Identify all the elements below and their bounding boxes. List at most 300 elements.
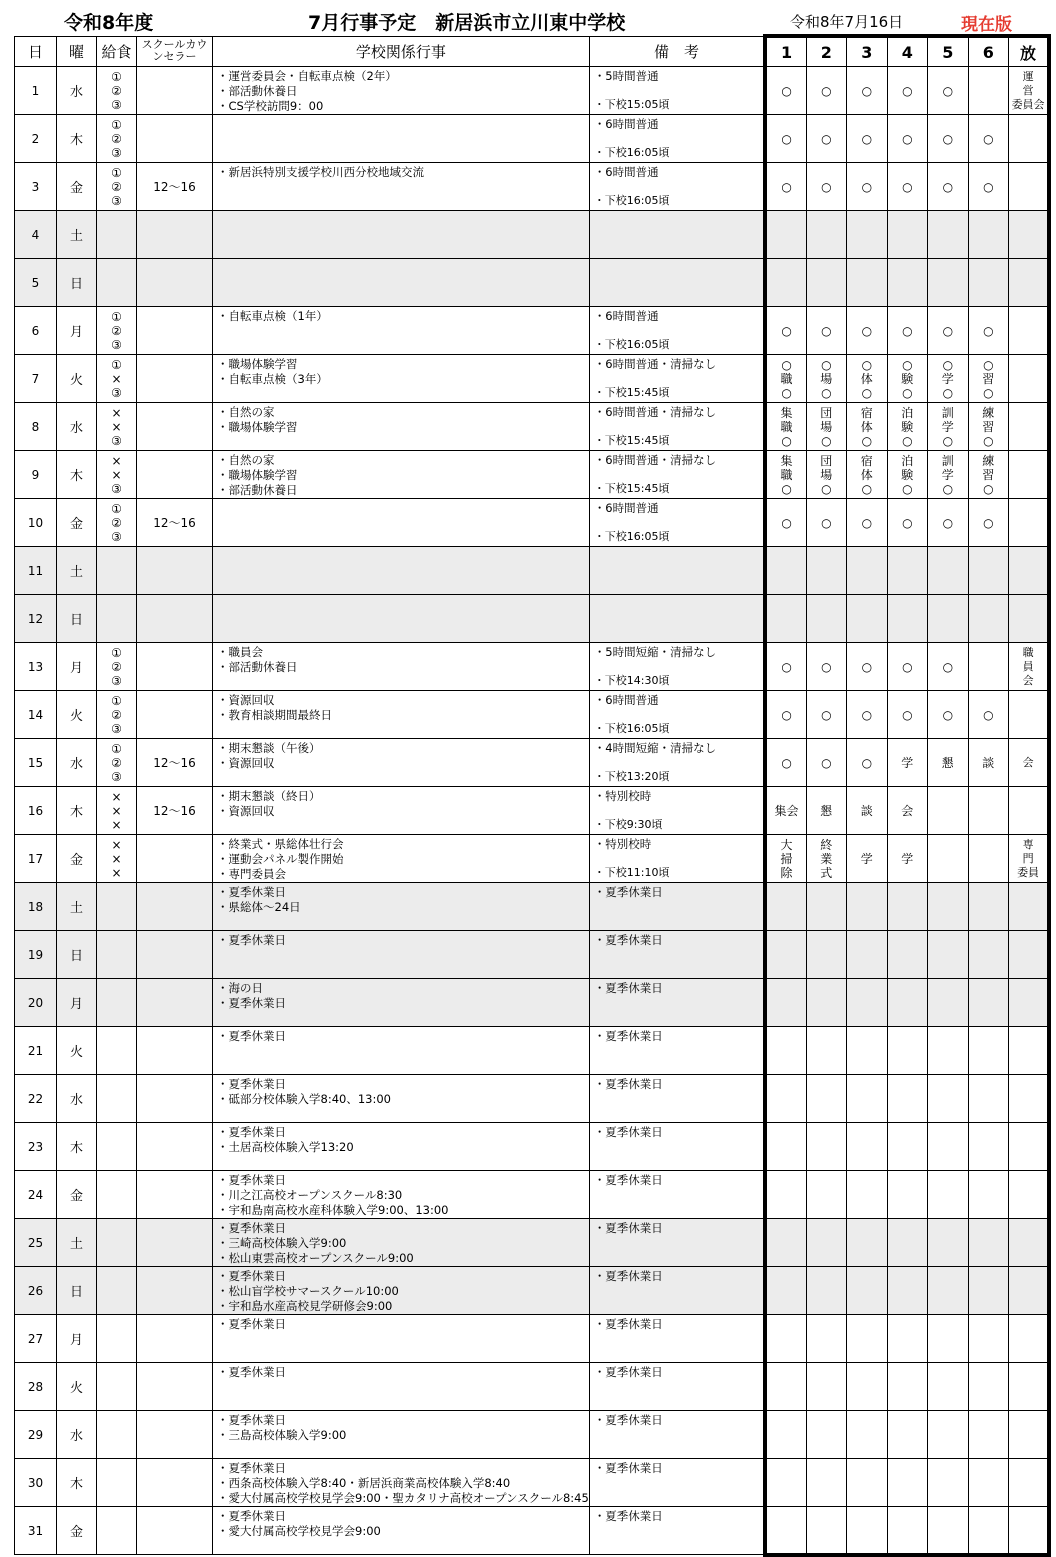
period-3-cell (846, 547, 887, 595)
period-2-cell (806, 1123, 846, 1171)
notes-box (594, 1077, 764, 1120)
notes-box (594, 981, 764, 1024)
meal-cell (97, 595, 137, 643)
table-row (15, 931, 1050, 979)
school-year: 令和8年度 (64, 12, 154, 34)
counselor-cell (137, 211, 213, 259)
weekday-cell: 木 (57, 115, 97, 163)
counselor-cell (137, 1123, 213, 1171)
period-5-cell (927, 931, 968, 979)
weekday-cell: 日 (57, 1267, 97, 1315)
table-row (15, 1123, 1050, 1171)
meal-cell (97, 1123, 137, 1171)
day-cell: 18 (15, 883, 57, 931)
events-cell: ・資源回収 ・教育相談期間最終日 (213, 691, 590, 739)
period-3-cell (846, 595, 887, 643)
period-4-cell: ○ (887, 67, 927, 115)
period-1-cell (765, 595, 806, 643)
period-1-cell (765, 1267, 806, 1315)
period-5-cell (927, 595, 968, 643)
weekday-cell: 月 (57, 979, 97, 1027)
counselor-cell (137, 403, 213, 451)
meal-cell: ① ② ③ (97, 67, 137, 115)
events-cell: ・夏季休業日 (213, 1027, 590, 1075)
counselor-cell (137, 1075, 213, 1123)
table-row (15, 451, 1050, 499)
period-1-cell (765, 1315, 806, 1363)
period-1-cell (765, 979, 806, 1027)
after-school-cell (1008, 499, 1049, 547)
after-school-cell (1008, 547, 1049, 595)
period-2-cell (806, 1267, 846, 1315)
table-row (15, 307, 1050, 355)
meal-cell (97, 1411, 137, 1459)
period-2-cell (806, 1027, 846, 1075)
notes-text: ・夏季休業日 (593, 933, 663, 947)
period-2-cell (806, 595, 846, 643)
period-2-cell (806, 1171, 846, 1219)
notes-box (594, 309, 764, 352)
day-cell: 13 (15, 643, 57, 691)
period-6-cell: ○ (968, 115, 1008, 163)
weekday-cell: 月 (57, 643, 97, 691)
meal-cell (97, 1171, 137, 1219)
after-school-cell (1008, 883, 1049, 931)
counselor-cell (137, 883, 213, 931)
period-1-cell: ○ (765, 163, 806, 211)
period-2-cell: ○ (806, 499, 846, 547)
after-school-cell (1008, 259, 1049, 307)
notes-cell (589, 355, 765, 403)
period-2-cell (806, 931, 846, 979)
events-cell: ・夏季休業日 ・松山盲学校サマースクール10:00 ・宇和島水産高校見学研修会9:00 (213, 1267, 590, 1315)
notes-cell (589, 739, 765, 787)
notes-box (594, 405, 764, 448)
notes-text: ・5時間短縮・清掃なし (593, 645, 717, 659)
period-5-cell (927, 211, 968, 259)
events-cell: ・夏季休業日 ・三崎高校体験入学9:00 ・松山東雲高校オープンスクール9:00 (213, 1219, 590, 1267)
events-cell: ・自然の家 ・職場体験学習 ・部活動休養日 (213, 451, 590, 499)
table-row (15, 1075, 1050, 1123)
after-school-cell: 専 門 委員 (1008, 835, 1049, 883)
period-4-cell: 学 (887, 739, 927, 787)
period-5-cell (927, 1123, 968, 1171)
weekday-cell: 水 (57, 403, 97, 451)
period-4-cell (887, 1171, 927, 1219)
period-6-cell (968, 1027, 1008, 1075)
period-6-cell: ○ (968, 499, 1008, 547)
notes-text: ・4時間短縮・清掃なし (593, 741, 717, 755)
table-row (15, 643, 1050, 691)
notes-cell (589, 403, 765, 451)
period-3-cell: ○ (846, 691, 887, 739)
notes-cell (589, 1411, 765, 1459)
period-5-cell (927, 259, 968, 307)
counselor-cell (137, 307, 213, 355)
notes-box (594, 117, 764, 160)
events-cell: ・終業式・県総体壮行会 ・運動会パネル製作開始 ・専門委員会 (213, 835, 590, 883)
period-6-cell (968, 1075, 1008, 1123)
period-1-cell (765, 883, 806, 931)
day-cell: 17 (15, 835, 57, 883)
period-4-cell: 泊 験 ○ (887, 451, 927, 499)
after-school-cell (1008, 211, 1049, 259)
period-3-cell (846, 1507, 887, 1555)
period-6-cell: ○ (968, 307, 1008, 355)
day-cell: 3 (15, 163, 57, 211)
col-header-notes: 備 考 (589, 36, 765, 67)
period-1-cell (765, 211, 806, 259)
weekday-cell: 水 (57, 1411, 97, 1459)
period-3-cell: 宿 体 ○ (846, 403, 887, 451)
notes-cell (589, 931, 765, 979)
period-4-cell (887, 547, 927, 595)
counselor-cell (137, 115, 213, 163)
meal-cell (97, 1507, 137, 1555)
notes-text: ・6時間普通・清掃なし (593, 357, 717, 371)
period-1-cell (765, 1411, 806, 1459)
period-3-cell (846, 931, 887, 979)
counselor-cell (137, 1411, 213, 1459)
after-school-cell (1008, 355, 1049, 403)
day-cell: 25 (15, 1219, 57, 1267)
events-cell: ・夏季休業日 (213, 1315, 590, 1363)
table-row (15, 835, 1050, 883)
weekday-cell: 金 (57, 1507, 97, 1555)
meal-cell (97, 931, 137, 979)
notes-box (594, 357, 764, 400)
period-4-cell (887, 1267, 927, 1315)
notes-text: ・夏季休業日 (593, 1125, 663, 1139)
period-6-cell (968, 1219, 1008, 1267)
counselor-cell (137, 643, 213, 691)
table-row (15, 1459, 1050, 1507)
table-row (15, 1267, 1050, 1315)
table-row (15, 259, 1050, 307)
period-5-cell: 訓 学 ○ (927, 403, 968, 451)
notes-box (594, 645, 764, 688)
period-2-cell: 団 場 ○ (806, 451, 846, 499)
after-school-cell (1008, 787, 1049, 835)
period-4-cell (887, 1123, 927, 1171)
period-4-cell (887, 1075, 927, 1123)
period-3-cell: ○ (846, 67, 887, 115)
notes-cell (589, 787, 765, 835)
notes-cell (589, 835, 765, 883)
period-3-cell (846, 259, 887, 307)
weekday-cell: 金 (57, 1171, 97, 1219)
notes-text: ・夏季休業日 (593, 1509, 663, 1523)
notes-cell (589, 691, 765, 739)
period-3-cell: 談 (846, 787, 887, 835)
table-row (15, 739, 1050, 787)
page-title: 7月行事予定 新居浜市立川東中学校 (308, 12, 626, 34)
after-school-cell (1008, 115, 1049, 163)
period-1-cell: 大 掃 除 (765, 835, 806, 883)
counselor-cell (137, 931, 213, 979)
period-6-cell: 談 (968, 739, 1008, 787)
day-cell: 23 (15, 1123, 57, 1171)
after-school-cell (1008, 1027, 1049, 1075)
col-header-after-school: 放 (1008, 36, 1049, 67)
counselor-cell (137, 1219, 213, 1267)
day-cell: 27 (15, 1315, 57, 1363)
notes-box (594, 789, 764, 832)
weekday-cell: 土 (57, 883, 97, 931)
period-4-cell (887, 931, 927, 979)
counselor-cell (137, 451, 213, 499)
period-3-cell (846, 1027, 887, 1075)
period-2-cell: ○ (806, 115, 846, 163)
dismissal-time: ・下校16:05頃 (593, 338, 670, 351)
dismissal-time: ・下校9:30頃 (593, 818, 663, 831)
notes-box (594, 69, 764, 112)
period-3-cell (846, 1267, 887, 1315)
col-header-period-2: 2 (806, 36, 846, 67)
period-1-cell: ○ (765, 115, 806, 163)
period-1-cell (765, 259, 806, 307)
period-2-cell (806, 979, 846, 1027)
table-row (15, 1507, 1050, 1555)
period-4-cell (887, 595, 927, 643)
notes-box (594, 1173, 764, 1216)
notes-text: ・夏季休業日 (593, 1221, 663, 1235)
counselor-cell: 12～16 (137, 739, 213, 787)
meal-cell (97, 1315, 137, 1363)
period-4-cell (887, 1507, 927, 1555)
period-3-cell (846, 1363, 887, 1411)
after-school-cell: 運 営 委員会 (1008, 67, 1049, 115)
meal-cell: × × × (97, 835, 137, 883)
events-cell: ・職場体験学習 ・自転車点検（3年） (213, 355, 590, 403)
dismissal-time: ・下校11:10頃 (593, 866, 670, 879)
after-school-cell (1008, 163, 1049, 211)
notes-cell (589, 1123, 765, 1171)
table-row (15, 67, 1050, 115)
period-6-cell: ○ (968, 163, 1008, 211)
period-5-cell (927, 1363, 968, 1411)
table-row (15, 787, 1050, 835)
period-5-cell: ○ (927, 307, 968, 355)
period-5-cell: ○ (927, 691, 968, 739)
dismissal-time: ・下校15:05頃 (593, 98, 670, 111)
period-6-cell (968, 1411, 1008, 1459)
after-school-cell (1008, 1507, 1049, 1555)
day-cell: 15 (15, 739, 57, 787)
table-row (15, 691, 1050, 739)
notes-box (594, 1413, 764, 1456)
period-6-cell (968, 883, 1008, 931)
period-3-cell (846, 211, 887, 259)
weekday-cell: 水 (57, 739, 97, 787)
col-header-period-1: 1 (765, 36, 806, 67)
period-5-cell (927, 1267, 968, 1315)
after-school-cell (1008, 691, 1049, 739)
weekday-cell: 火 (57, 1027, 97, 1075)
period-6-cell (968, 67, 1008, 115)
schedule-body (15, 67, 1050, 1555)
period-2-cell (806, 1459, 846, 1507)
period-5-cell (927, 547, 968, 595)
notes-cell (589, 1027, 765, 1075)
period-2-cell: ○ (806, 643, 846, 691)
period-1-cell (765, 1075, 806, 1123)
notes-box (594, 1269, 764, 1312)
counselor-cell (137, 691, 213, 739)
events-cell (213, 115, 590, 163)
period-2-cell: ○ (806, 691, 846, 739)
weekday-cell: 水 (57, 67, 97, 115)
period-4-cell: 学 (887, 835, 927, 883)
period-3-cell: ○ (846, 499, 887, 547)
dismissal-time: ・下校15:45頃 (593, 386, 670, 399)
period-5-cell (927, 883, 968, 931)
counselor-cell (137, 835, 213, 883)
period-2-cell: ○ (806, 739, 846, 787)
notes-text: ・6時間普通 (593, 309, 659, 323)
period-4-cell: ○ 験 ○ (887, 355, 927, 403)
notes-text: ・夏季休業日 (593, 981, 663, 995)
period-3-cell: 宿 体 ○ (846, 451, 887, 499)
period-6-cell (968, 1315, 1008, 1363)
notes-box (594, 1125, 764, 1168)
period-3-cell: 学 (846, 835, 887, 883)
events-cell: ・運営委員会・自転車点検（2年） ・部活動休養日 ・CS学校訪問9：00 (213, 67, 590, 115)
table-row (15, 211, 1050, 259)
period-5-cell (927, 1315, 968, 1363)
meal-cell: ① ② ③ (97, 499, 137, 547)
day-cell: 21 (15, 1027, 57, 1075)
notes-text: ・特別校時 (593, 837, 652, 851)
weekday-cell: 日 (57, 931, 97, 979)
period-5-cell (927, 1171, 968, 1219)
weekday-cell: 土 (57, 547, 97, 595)
weekday-cell: 金 (57, 163, 97, 211)
notes-cell (589, 451, 765, 499)
notes-box (594, 1029, 764, 1072)
period-1-cell: 集会 (765, 787, 806, 835)
col-header-events: 学校関係行事 (213, 36, 590, 67)
period-4-cell: ○ (887, 115, 927, 163)
period-5-cell (927, 1507, 968, 1555)
after-school-cell (1008, 931, 1049, 979)
counselor-cell (137, 547, 213, 595)
notes-box (594, 213, 764, 256)
day-cell: 28 (15, 1363, 57, 1411)
notes-cell (589, 67, 765, 115)
after-school-cell (1008, 1363, 1049, 1411)
period-1-cell (765, 931, 806, 979)
table-row (15, 1315, 1050, 1363)
notes-cell (589, 1267, 765, 1315)
notes-text: ・6時間普通 (593, 501, 659, 515)
period-1-cell (765, 1027, 806, 1075)
day-cell: 31 (15, 1507, 57, 1555)
events-cell (213, 595, 590, 643)
after-school-cell (1008, 595, 1049, 643)
counselor-cell (137, 67, 213, 115)
period-4-cell: ○ (887, 691, 927, 739)
notes-cell (589, 1315, 765, 1363)
day-cell: 26 (15, 1267, 57, 1315)
period-1-cell: ○ (765, 67, 806, 115)
period-3-cell (846, 883, 887, 931)
notes-cell (589, 307, 765, 355)
dismissal-time: ・下校16:05頃 (593, 146, 670, 159)
dismissal-time: ・下校16:05頃 (593, 722, 670, 735)
period-5-cell (927, 1459, 968, 1507)
period-1-cell: 集 職 ○ (765, 451, 806, 499)
period-1-cell (765, 1171, 806, 1219)
notes-box (594, 597, 764, 640)
period-6-cell (968, 259, 1008, 307)
notes-text: ・夏季休業日 (593, 1317, 663, 1331)
notes-text: ・5時間普通 (593, 69, 659, 83)
table-row (15, 403, 1050, 451)
notes-box (594, 1461, 764, 1504)
period-6-cell (968, 1123, 1008, 1171)
col-header-period-4: 4 (887, 36, 927, 67)
counselor-cell: 12～16 (137, 163, 213, 211)
weekday-cell: 木 (57, 1123, 97, 1171)
period-1-cell: ○ (765, 643, 806, 691)
meal-cell: ① ② ③ (97, 643, 137, 691)
after-school-cell: 会 (1008, 739, 1049, 787)
period-5-cell (927, 1075, 968, 1123)
col-header-counselor: スクールカウンセラー (137, 36, 213, 67)
notes-text: ・夏季休業日 (593, 1173, 663, 1187)
period-4-cell: 会 (887, 787, 927, 835)
period-3-cell (846, 1123, 887, 1171)
weekday-cell: 木 (57, 451, 97, 499)
events-cell: ・夏季休業日 ・川之江高校オープンスクール8:30 ・宇和島南高校水産科体験入学9:00、13:00 (213, 1171, 590, 1219)
period-2-cell (806, 1507, 846, 1555)
weekday-cell: 月 (57, 307, 97, 355)
notes-box (594, 837, 764, 880)
period-4-cell (887, 1363, 927, 1411)
after-school-cell (1008, 1459, 1049, 1507)
period-3-cell (846, 1219, 887, 1267)
period-5-cell: ○ 学 ○ (927, 355, 968, 403)
col-header-day: 日 (15, 36, 57, 67)
events-cell: ・夏季休業日 ・県総体～24日 (213, 883, 590, 931)
meal-cell (97, 211, 137, 259)
events-cell: ・夏季休業日 ・愛大付属高校学校見学会9:00 (213, 1507, 590, 1555)
notes-text: ・6時間普通 (593, 693, 659, 707)
meal-cell (97, 1027, 137, 1075)
meal-cell (97, 1363, 137, 1411)
day-cell: 6 (15, 307, 57, 355)
period-5-cell (927, 835, 968, 883)
after-school-cell (1008, 1171, 1049, 1219)
period-5-cell: 訓 学 ○ (927, 451, 968, 499)
meal-cell (97, 259, 137, 307)
period-2-cell (806, 259, 846, 307)
period-4-cell: ○ (887, 307, 927, 355)
period-1-cell (765, 1123, 806, 1171)
period-3-cell: ○ (846, 307, 887, 355)
period-4-cell (887, 211, 927, 259)
period-3-cell (846, 1075, 887, 1123)
period-6-cell (968, 787, 1008, 835)
after-school-cell: 職 員 会 (1008, 643, 1049, 691)
table-row (15, 1027, 1050, 1075)
after-school-cell (1008, 1123, 1049, 1171)
events-cell: ・新居浜特別支援学校川西分校地域交流 (213, 163, 590, 211)
period-5-cell (927, 1027, 968, 1075)
weekday-cell: 日 (57, 595, 97, 643)
meal-cell (97, 1219, 137, 1267)
